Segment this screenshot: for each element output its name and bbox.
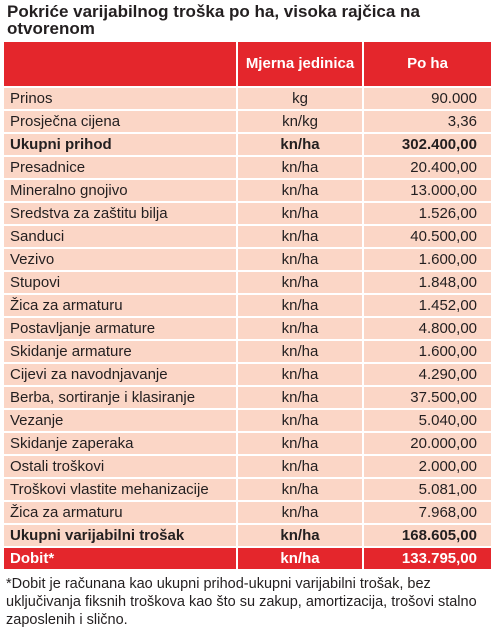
table-row bbox=[4, 432, 491, 455]
row-unit: kn/kg bbox=[237, 110, 363, 133]
row-label: Ukupni prihod bbox=[4, 133, 237, 156]
table-row bbox=[4, 294, 491, 317]
row-unit: kn/ha bbox=[237, 524, 363, 547]
row-label: Vezivo bbox=[4, 248, 237, 271]
table-row bbox=[4, 363, 491, 386]
table-row bbox=[4, 455, 491, 478]
row-value: 302.400,00 bbox=[363, 133, 491, 156]
row-unit: kn/ha bbox=[237, 248, 363, 271]
row-label: Troškovi vlastite mehanizacije bbox=[4, 478, 237, 501]
row-unit: kn/ha bbox=[237, 294, 363, 317]
row-unit: kn/ha bbox=[237, 202, 363, 225]
row-unit: kn/ha bbox=[237, 386, 363, 409]
row-unit: kn/ha bbox=[237, 225, 363, 248]
row-label: Sredstva za zaštitu bilja bbox=[4, 202, 237, 225]
table-row bbox=[4, 386, 491, 409]
row-label: Berba, sortiranje i klasiranje bbox=[4, 386, 237, 409]
row-value: 1.526,00 bbox=[363, 202, 491, 225]
table-header-row bbox=[4, 42, 491, 87]
row-label: Mineralno gnojivo bbox=[4, 179, 237, 202]
row-label: Prosječna cijena bbox=[4, 110, 237, 133]
row-unit: kg bbox=[237, 87, 363, 110]
row-label: Postavljanje armature bbox=[4, 317, 237, 340]
row-label: Skidanje zaperaka bbox=[4, 432, 237, 455]
row-unit: kn/ha bbox=[237, 363, 363, 386]
row-label: Presadnice bbox=[4, 156, 237, 179]
row-label: Cijevi za navodnjavanje bbox=[4, 363, 237, 386]
row-unit: kn/ha bbox=[237, 478, 363, 501]
row-value: 13.000,00 bbox=[363, 179, 491, 202]
row-value: 40.500,00 bbox=[363, 225, 491, 248]
table-row bbox=[4, 110, 491, 133]
header-label-cell bbox=[4, 42, 237, 87]
row-unit: kn/ha bbox=[237, 432, 363, 455]
row-value: 37.500,00 bbox=[363, 386, 491, 409]
row-value: 1.848,00 bbox=[363, 271, 491, 294]
row-value: 4.290,00 bbox=[363, 363, 491, 386]
row-value: 90.000 bbox=[363, 87, 491, 110]
row-unit: kn/ha bbox=[237, 455, 363, 478]
row-label: Vezanje bbox=[4, 409, 237, 432]
row-value: 168.605,00 bbox=[363, 524, 491, 547]
row-unit: kn/ha bbox=[237, 340, 363, 363]
table-row bbox=[4, 179, 491, 202]
table-row bbox=[4, 547, 491, 570]
row-unit: kn/ha bbox=[237, 317, 363, 340]
row-label: Ostali troškovi bbox=[4, 455, 237, 478]
row-label: Prinos bbox=[4, 87, 237, 110]
row-value: 7.968,00 bbox=[363, 501, 491, 524]
table-row bbox=[4, 156, 491, 179]
row-label: Dobit* bbox=[4, 547, 237, 570]
row-value: 133.795,00 bbox=[363, 547, 491, 570]
row-value: 1.452,00 bbox=[363, 294, 491, 317]
table-row bbox=[4, 317, 491, 340]
row-label: Sanduci bbox=[4, 225, 237, 248]
row-value: 5.081,00 bbox=[363, 478, 491, 501]
row-unit: kn/ha bbox=[237, 156, 363, 179]
row-value: 3,36 bbox=[363, 110, 491, 133]
row-unit: kn/ha bbox=[237, 409, 363, 432]
row-unit: kn/ha bbox=[237, 547, 363, 570]
table-row bbox=[4, 271, 491, 294]
row-value: 5.040,00 bbox=[363, 409, 491, 432]
row-value: 20.000,00 bbox=[363, 432, 491, 455]
table-row bbox=[4, 501, 491, 524]
table-row bbox=[4, 478, 491, 501]
row-value: 2.000,00 bbox=[363, 455, 491, 478]
table-row bbox=[4, 248, 491, 271]
row-label: Skidanje armature bbox=[4, 340, 237, 363]
row-value: 20.400,00 bbox=[363, 156, 491, 179]
table-row bbox=[4, 409, 491, 432]
row-label: Žica za armaturu bbox=[4, 501, 237, 524]
footnote: *Dobit je računana kao ukupni prihod-ukupni varijabilni trošak, bez uključivanja fiksnih troškova kao što su zakup, amortizacija, trošovi stalno zaposlenih i slično. bbox=[6, 576, 477, 628]
table-body bbox=[4, 87, 491, 570]
table-row bbox=[4, 202, 491, 225]
table-row bbox=[4, 133, 491, 156]
table-row bbox=[4, 87, 491, 110]
row-value: 1.600,00 bbox=[363, 340, 491, 363]
table-row bbox=[4, 524, 491, 547]
row-label: Ukupni varijabilni trošak bbox=[4, 524, 237, 547]
row-label: Žica za armaturu bbox=[4, 294, 237, 317]
header-value-cell: Po ha bbox=[363, 42, 491, 87]
row-value: 1.600,00 bbox=[363, 248, 491, 271]
cost-table bbox=[4, 42, 491, 571]
table-title: Pokriće varijabilnog troška po ha, visoka rajčica na otvorenom bbox=[7, 2, 420, 38]
row-unit: kn/ha bbox=[237, 179, 363, 202]
row-unit: kn/ha bbox=[237, 271, 363, 294]
table-row bbox=[4, 225, 491, 248]
row-value: 4.800,00 bbox=[363, 317, 491, 340]
table-row bbox=[4, 340, 491, 363]
row-label: Stupovi bbox=[4, 271, 237, 294]
row-unit: kn/ha bbox=[237, 133, 363, 156]
header-unit-cell: Mjerna jedinica bbox=[237, 42, 363, 87]
row-unit: kn/ha bbox=[237, 501, 363, 524]
